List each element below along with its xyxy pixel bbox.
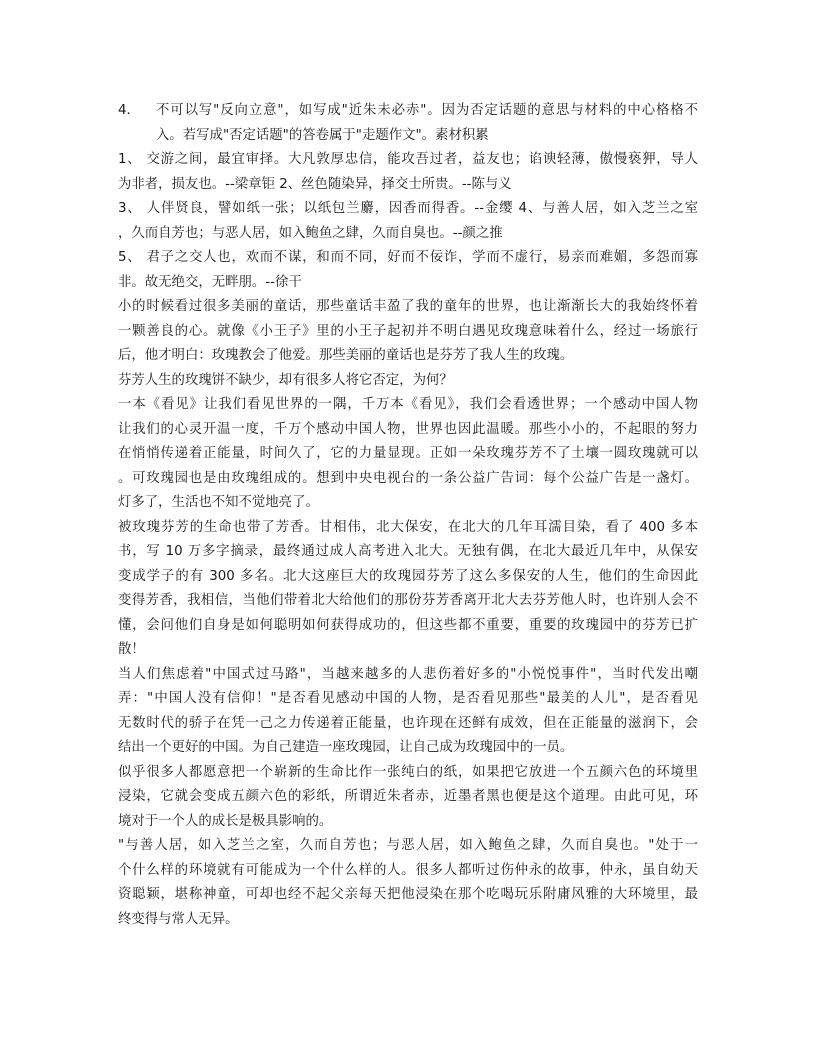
text-line: 在悄悄传递着正能量，时间久了，它的力量显现。正如一朵玫瑰芬芳不了土壤一圆玫瑰就可以 [118,446,698,461]
text-line: 无数时代的骄子在凭一己之力传递着正能量，也许现在还鲜有成效，但在正能量的滋润下，会 [118,715,698,731]
item-4-text: 不可以写"反向立意"，如写成"近朱未必赤"。因为否定话题的意思与材料的中心格格不 [156,103,698,118]
text-line: 3、 人伴贤良，譬如纸一张；以纸包兰麝，因香而得香。--金缨 4、与善人居，如入芝兰之室 [118,201,698,216]
text-line: 灯多了，生活也不知不觉地亮了。 [118,495,319,510]
text-line: 1、 交游之间，最宜审择。大凡敦厚忠信，能攻吾过者，益友也；谄谀轻薄，傲慢亵狎，导人 [118,152,698,167]
text-line: 非。故无绝交，无畔朋。--徐干 [118,274,302,290]
item-4-line-1 [118,99,698,124]
text-line: 个什么样的环境就有可能成为一个什么样的人。很多人都听过伤仲永的故事，仲永，虽自幼天 [118,862,698,878]
text-line: 为非者，损友也。--梁章钜 2、丝色随染异，择交士所贵。--陈与义 [118,176,512,192]
text-line: 境对于一个人的成长是极具影响的。 [118,813,333,829]
text-line: 懂，会问他们自身是如何聪明如何获得成功的，但这些都不重要，重要的玫瑰园中的芬芳已扩 [118,617,698,633]
item-4-number: 4． [118,103,140,118]
text-line: 当人们焦虑着"中国式过马路"，当越来越多的人悲伤着好多的"小悦悦事件"，当时代发出嘲 [118,666,698,682]
text-line: 散！ [118,642,145,657]
text-line: 变得芳香，我相信，当他们带着北大给他们的那份芬芳香离开北大去芬芳他人时，也许别人会不 [118,593,698,608]
text-line: 芬芳人生的玫瑰饼不缺少，却有很多人将它否定，为何？ [118,372,453,388]
text-line: 让我们的心灵开温一度，千万个感动中国人物，世界也因此温暖。那些小小的，不起眼的努力 [118,421,698,437]
text-line: 书，写 10 万多字摘录，最终通过成人高考进入北大。无独有偶，在北大最近几年中，从保安 [118,544,698,559]
text-line: 终变得与常人无异。 [118,911,239,927]
text-line: 一颗善良的心。就像《小王子》里的小王子起初并不明白遇见玫瑰意味着什么，经过一场旅行 [118,323,698,339]
document-body [118,99,698,932]
text-line: 资聪颖，堪称神童，可却也经不起父亲每天把他浸染在那个吃喝玩乐附庸风雅的大环境里，最 [118,887,698,902]
text-line: "与善人居，如入芝兰之室，久而自芳也；与恶人居，如入鲍鱼之肆，久而自臭也。"处于一 [118,838,698,853]
text-line: 弄："中国人没有信仰！"是否看见感动中国的人物，是否看见那些"最美的人儿"，是否看见 [118,691,698,706]
text-line: 被玫瑰芬芳的生命也带了芳香。甘相伟，北大保安，在北大的几年耳濡目染，看了 400 多本 [118,519,698,535]
text-line: 似乎很多人都愿意把一个崭新的生命比作一张纯白的纸，如果把它放进一个五颜六色的环境里 [118,764,698,780]
text-line: 小的时候看过很多美丽的童话，那些童话丰盈了我的童年的世界，也让渐渐长大的我始终怀着 [118,299,698,314]
text-line: 后，他才明白：玫瑰教会了他爱。那些美丽的童话也是芬芳了我人生的玫瑰。 [118,348,574,363]
body-paragraphs [118,148,698,932]
text-line: 5、 君子之交人也，欢而不谋，和而不同，好而不佞诈，学而不虚行，易亲而难媚，多怨而寡 [118,250,698,265]
text-line: ，久而自芳也；与恶人居，如入鲍鱼之肆，久而自臭也。--颜之推 [118,225,503,241]
text-line: 。可玫瑰园也是由玫瑰组成的。想到中央电视台的一条公益广告词：每个公益广告是一盏灯。 [118,470,698,486]
text-line: 结出一个更好的中国。为自己建造一座玫瑰园，让自己成为玫瑰园中的一员。 [118,740,574,755]
text-line: 浸染，它就会变成五颜六色的彩纸，所谓近朱者赤，近墨者黑也便是这个道理。由此可见，环 [118,789,698,804]
text-line: 一本《看见》让我们看见世界的一隅，千万本《看见》，我们会看透世界；一个感动中国人物 [118,397,698,412]
item-4-line-2: 入。若写成"否定话题"的答卷属于"走题作文"。素材积累 [156,127,489,143]
text-line: 变成学子的有 300 多名。北大这座巨大的玫瑰园芬芳了这么多保安的人生，他们的生命因此 [118,568,698,584]
